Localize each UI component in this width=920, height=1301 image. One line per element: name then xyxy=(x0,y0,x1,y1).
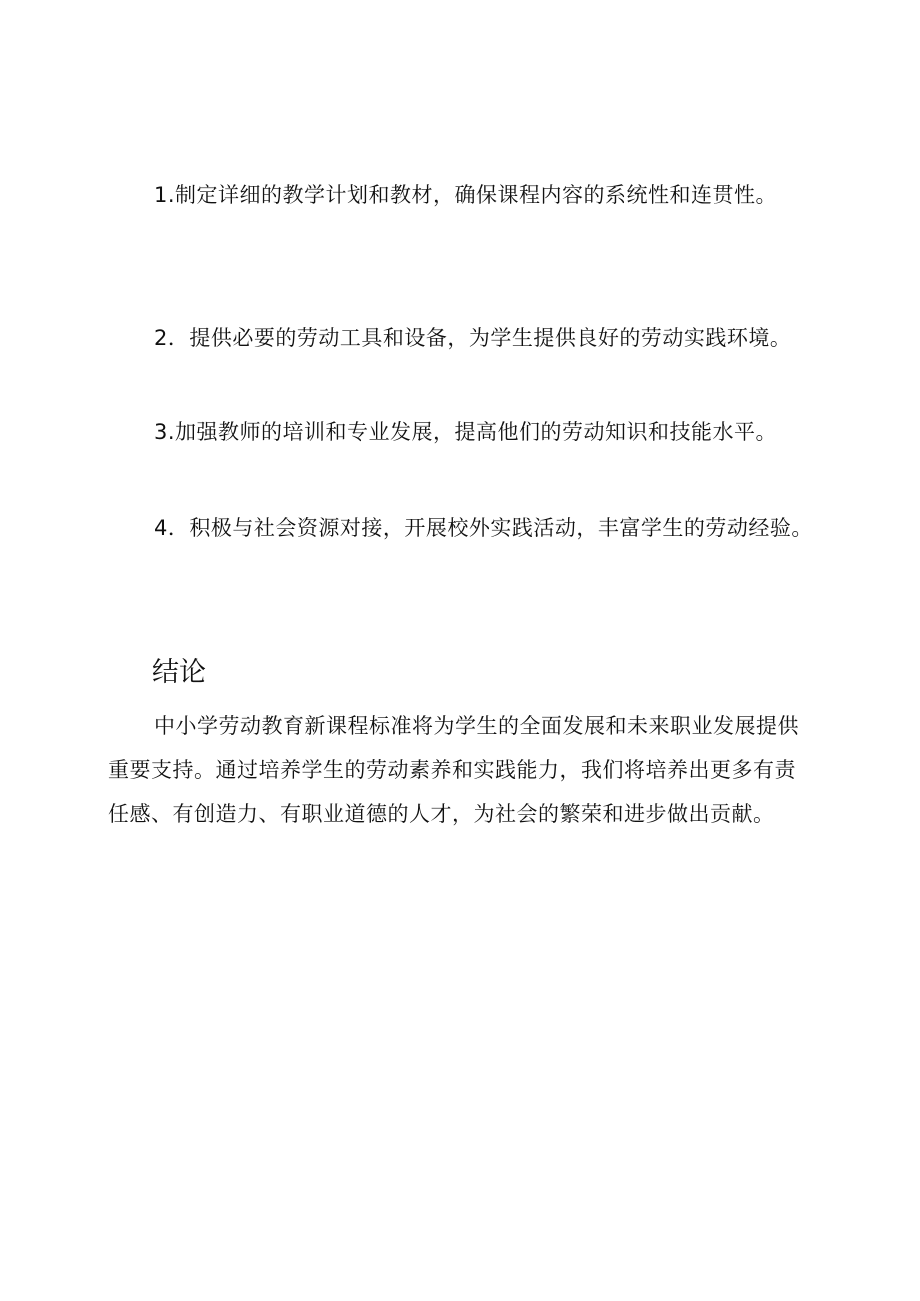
conclusion-paragraph: 中小学劳动教育新课程标准将为学生的全面发展和未来职业发展提供重要支持。通过培养学生的劳动素养和实践能力，我们将培养出更多有责任感、有创造力、有职业道德的人才，为社会的繁荣和进步做出贡献。 xyxy=(108,714,799,826)
list-item-number: 1 xyxy=(154,183,168,207)
conclusion-heading: 结论 xyxy=(152,657,206,688)
list-item xyxy=(108,410,813,454)
list-item-text: .制定详细的教学计划和教材，确保课程内容的系统性和连贯性。 xyxy=(167,183,778,207)
list-item-number: 2 xyxy=(154,326,168,350)
list-item-number: 3 xyxy=(154,420,168,444)
list-item-text: .加强教师的培训和专业发展，提高他们的劳动知识和技能水平。 xyxy=(167,420,778,444)
list-item xyxy=(108,173,813,217)
list-item-number: 4 xyxy=(154,516,168,540)
list-item-text: ．积极与社会资源对接，开展校外实践活动，丰富学生的劳动经验。 xyxy=(167,516,813,540)
list-item-text: ．提供必要的劳动工具和设备，为学生提供良好的劳动实践环境。 xyxy=(167,326,792,350)
list-item xyxy=(108,506,813,550)
list-item xyxy=(108,316,813,360)
